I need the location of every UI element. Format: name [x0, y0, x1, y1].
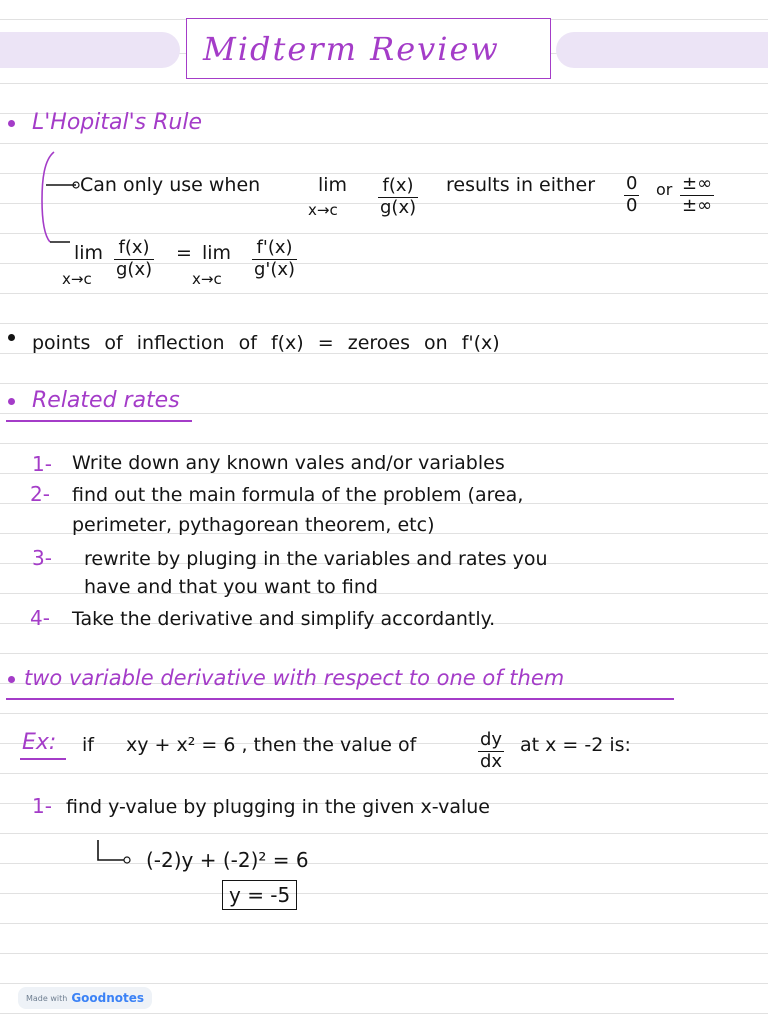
fraction-denominator: g(x)	[116, 258, 153, 280]
made-with-text: Made with	[26, 993, 68, 1003]
bullet-dot	[8, 334, 15, 341]
step-number: 3-	[32, 546, 52, 570]
fraction-denominator: g(x)	[380, 196, 417, 218]
work-equation: (-2)y + (-2)² = 6	[146, 848, 309, 872]
fraction-numerator: f(x)	[114, 238, 154, 260]
rule-lhs-fraction	[114, 238, 154, 280]
fraction-numerator: f'(x)	[252, 238, 297, 260]
dy-dx-fraction	[478, 730, 504, 772]
two-var-heading: two variable derivative with respect to one of them	[24, 666, 565, 690]
fraction-denominator: dx	[480, 750, 503, 772]
step-number: 2-	[30, 482, 50, 506]
lim-word: lim	[318, 174, 348, 196]
inflection-text: points of inflection of f(x) = zeroes on f'(x)	[32, 332, 500, 354]
rule-lim-left: lim	[74, 242, 104, 264]
fraction-denominator: ±∞	[682, 194, 713, 216]
step-number: 4-	[30, 606, 50, 630]
rule-lim-left-subscript: x→c	[62, 270, 92, 288]
fraction-numerator: ±∞	[682, 173, 713, 194]
decorative-tape-left	[0, 32, 180, 68]
step-text: Take the derivative and simplify accordantly.	[72, 608, 496, 630]
step-number: 1-	[32, 794, 52, 818]
work-arrow-icon	[94, 838, 134, 866]
results-text: results in either	[446, 174, 596, 196]
example-label: Ex:	[22, 730, 57, 755]
answer-box: y = -5	[222, 880, 297, 910]
bullet-dot	[8, 398, 15, 405]
title-box	[186, 18, 551, 79]
rule-lim-right-subscript: x→c	[192, 270, 222, 288]
bullet-dot	[8, 676, 15, 683]
heading-underline	[6, 698, 674, 700]
step-text: have and that you want to find	[84, 576, 378, 598]
lhopital-heading: L'Hopital's Rule	[32, 110, 202, 135]
step-text: perimeter, pythagorean theorem, etc)	[72, 514, 435, 536]
example-label-underline	[20, 758, 66, 760]
example-if: if	[82, 734, 94, 756]
step-number: 1-	[32, 452, 52, 476]
rule-lim-right: lim	[202, 242, 232, 264]
lim-subscript: x→c	[308, 201, 338, 219]
rule-equals: =	[176, 242, 192, 264]
fraction-denominator: 0	[626, 194, 638, 216]
bullet-dot	[8, 120, 15, 127]
step-text: find out the main formula of the problem (area,	[72, 484, 524, 506]
fraction-f-over-g	[378, 176, 418, 218]
example-step-text: find y-value by plugging in the given x-value	[66, 796, 490, 818]
fraction-numerator: dy	[480, 729, 503, 750]
related-rates-heading: Related rates	[32, 388, 180, 413]
decorative-tape-right	[556, 32, 768, 68]
heading-underline	[6, 420, 192, 422]
step-text: rewrite by pluging in the variables and rates you	[84, 548, 548, 570]
fraction-inf-over-inf	[680, 174, 714, 216]
or-word: or	[656, 180, 673, 199]
fraction-numerator: f(x)	[378, 176, 418, 198]
fraction-denominator: g'(x)	[254, 258, 296, 280]
example-equation: xy + x² = 6 , then the value of	[126, 734, 417, 756]
step-text: Write down any known vales and/or variables	[72, 452, 505, 474]
fraction-numerator: 0	[626, 173, 638, 194]
example-at-clause: at x = -2 is:	[520, 734, 631, 756]
bracket-arrow-icon	[36, 150, 76, 250]
condition-prefix: Can only use when	[80, 174, 261, 196]
goodnotes-badge[interactable]	[18, 987, 152, 1009]
rule-rhs-fraction	[252, 238, 297, 280]
goodnotes-logo-text: Goodnotes	[71, 991, 145, 1005]
fraction-zero-over-zero	[624, 174, 639, 216]
page-title: Midterm Review	[203, 29, 500, 68]
